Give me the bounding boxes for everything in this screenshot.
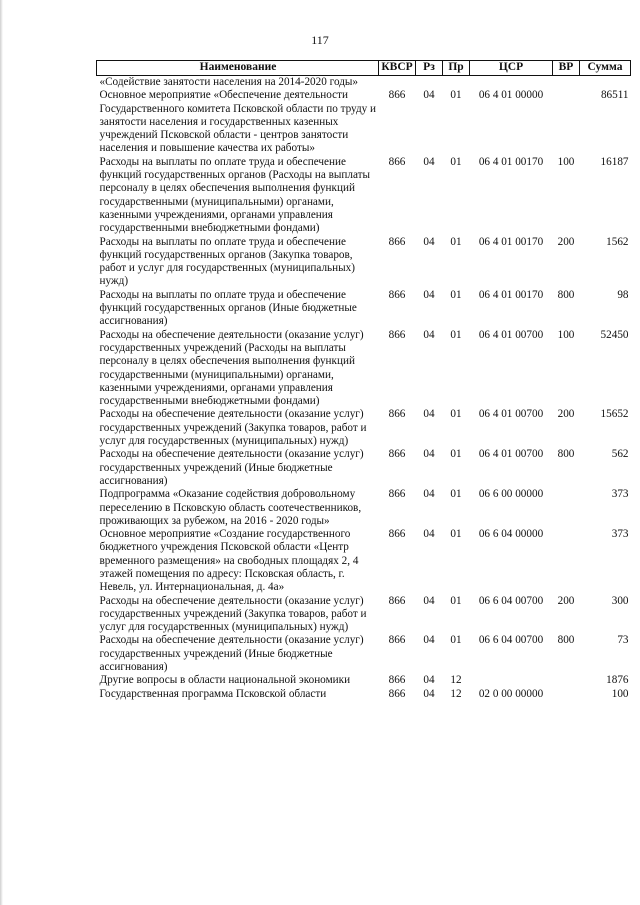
row-sum: 562 xyxy=(611,448,629,461)
table-row xyxy=(97,528,631,594)
row-csr: 06 6 04 00700 xyxy=(478,634,544,647)
row-name: Расходы на обеспечение деятельности (оказание услуг) государственных учреждений (Иные бюджетные ассигнования) xyxy=(99,634,364,674)
table-row xyxy=(97,674,631,687)
row-kvsr: 866 xyxy=(388,488,406,501)
row-csr xyxy=(470,76,553,90)
row-vr: 100 xyxy=(557,328,575,341)
budget-table xyxy=(96,60,631,701)
row-rz: 04 xyxy=(423,288,435,301)
row-name: Расходы на обеспечение деятельности (оказание услуг) государственных учреждений (Закупка товаров, работ и услуг для государственных (муниципальных) нужд) xyxy=(99,408,367,448)
row-sum: 16187 xyxy=(600,155,629,168)
row-name: Расходы на обеспечение деятельности (оказание услуг) государственных учреждений (Расходы на выплаты персоналу в целях обеспечения выполнения функций государственными (муниципальными) органами, казенными учреждениями, органами управления государственными внебюджетными фондами) xyxy=(99,328,364,408)
row-pr: 01 xyxy=(450,328,462,341)
table-row xyxy=(97,688,631,701)
row-kvsr: 866 xyxy=(388,528,406,541)
table-row xyxy=(97,289,631,329)
row-pr: 01 xyxy=(450,594,462,607)
row-vr xyxy=(553,89,580,155)
row-csr: 06 4 01 00700 xyxy=(478,328,544,341)
row-pr: 01 xyxy=(450,488,462,501)
row-name: Другие вопросы в области национальной экономики xyxy=(99,674,351,687)
row-csr: 02 0 00 00000 xyxy=(478,687,544,700)
row-pr: 01 xyxy=(450,634,462,647)
row-kvsr: 866 xyxy=(388,674,406,687)
row-rz: 04 xyxy=(423,155,435,168)
row-vr xyxy=(553,674,580,687)
row-rz: 04 xyxy=(423,235,435,248)
row-kvsr: 866 xyxy=(388,155,406,168)
table-header-row xyxy=(97,61,631,76)
row-pr: 01 xyxy=(450,155,462,168)
row-rz: 04 xyxy=(423,528,435,541)
row-csr: 06 4 01 00700 xyxy=(478,448,544,461)
row-rz: 04 xyxy=(423,687,435,700)
row-csr: 06 6 04 00700 xyxy=(478,594,544,607)
row-csr: 06 6 00 00000 xyxy=(478,488,544,501)
row-kvsr: 866 xyxy=(388,328,406,341)
row-sum: 73 xyxy=(617,634,629,647)
row-rz: 04 xyxy=(423,634,435,647)
row-name: Подпрограмма «Оказание содействия добровольному переселению в Псковскую область соотечественников, проживающих за рубежом, на 2016 - 2020 годы» xyxy=(99,488,362,527)
row-vr: 800 xyxy=(557,288,575,301)
row-rz xyxy=(416,76,443,90)
row-vr: 100 xyxy=(557,155,575,168)
row-kvsr: 866 xyxy=(388,594,406,607)
row-sum: 15652 xyxy=(600,408,629,421)
header-name: Наименование xyxy=(97,61,379,76)
row-csr: 06 4 01 00700 xyxy=(478,408,544,421)
table-body xyxy=(97,76,631,701)
row-rz: 04 xyxy=(423,488,435,501)
row-vr: 800 xyxy=(557,448,575,461)
header-csr: ЦСР xyxy=(470,61,553,76)
row-kvsr xyxy=(379,76,416,90)
row-vr xyxy=(553,528,580,594)
row-vr xyxy=(553,76,580,90)
row-vr: 200 xyxy=(557,235,575,248)
row-pr: 12 xyxy=(450,674,462,687)
scan-edge xyxy=(0,0,3,905)
row-kvsr: 866 xyxy=(388,634,406,647)
header-kvsr: КВСР xyxy=(379,61,416,76)
row-kvsr: 866 xyxy=(388,687,406,700)
row-csr: 06 4 01 00170 xyxy=(478,155,544,168)
table-row xyxy=(97,408,631,448)
row-name: «Содействие занятости населения на 2014-2020 годы» xyxy=(99,76,359,88)
row-name: Расходы на выплаты по оплате труда и обеспечение функций государственных органов (Закупка товаров, работ и услуг для государственных (муниципальных) нужд) xyxy=(99,235,355,288)
table-row xyxy=(97,76,631,90)
row-sum: 1876 xyxy=(606,674,629,687)
row-sum: 1562 xyxy=(606,235,629,248)
row-csr: 06 4 01 00000 xyxy=(478,89,544,102)
row-sum: 52450 xyxy=(600,328,629,341)
row-sum: 373 xyxy=(611,528,629,541)
row-pr: 01 xyxy=(450,235,462,248)
row-name: Государственная программа Псковской области xyxy=(99,687,327,700)
row-sum: 373 xyxy=(611,488,629,501)
row-pr xyxy=(443,76,470,90)
row-csr: 06 4 01 00170 xyxy=(478,235,544,248)
row-vr: 800 xyxy=(557,634,575,647)
row-vr: 200 xyxy=(557,408,575,421)
row-csr xyxy=(470,674,553,687)
table-row xyxy=(97,329,631,409)
row-kvsr: 866 xyxy=(388,408,406,421)
header-rz: Рз xyxy=(416,61,443,76)
row-sum: 98 xyxy=(617,288,629,301)
table-row xyxy=(97,488,631,528)
row-name: Расходы на выплаты по оплате труда и обеспечение функций государственных органов (Иные бюджетные ассигнования) xyxy=(99,288,357,328)
header-sum: Сумма xyxy=(580,61,631,76)
table-row xyxy=(97,236,631,289)
table-row xyxy=(97,156,631,236)
row-name: Расходы на обеспечение деятельности (оказание услуг) государственных учреждений (Иные бюджетные ассигнования) xyxy=(99,448,364,487)
header-vr: ВР xyxy=(553,61,580,76)
table-row xyxy=(97,448,631,488)
row-kvsr: 866 xyxy=(388,235,406,248)
row-rz: 04 xyxy=(423,89,435,102)
row-pr: 01 xyxy=(450,89,462,102)
table-row xyxy=(97,634,631,674)
row-name: Основное мероприятие «Создание государственного бюджетного учреждения Псковской области «Центр временного размещения» на свободных площадях 2, 4 этажей помещения по адресу: Псковская область, г. Невель, ул. Интернациональная, д. 4а» xyxy=(99,528,359,594)
row-vr xyxy=(553,488,580,528)
row-sum: 86511 xyxy=(600,89,629,102)
row-pr: 01 xyxy=(450,528,462,541)
row-pr: 01 xyxy=(450,408,462,421)
row-sum: 300 xyxy=(611,594,629,607)
page-number: 117 xyxy=(311,33,329,47)
table-row xyxy=(97,89,631,155)
row-sum xyxy=(580,76,631,90)
table-row xyxy=(97,595,631,635)
row-kvsr: 866 xyxy=(388,89,406,102)
row-rz: 04 xyxy=(423,448,435,461)
row-pr: 01 xyxy=(450,448,462,461)
row-rz: 04 xyxy=(423,328,435,341)
row-sum: 100 xyxy=(611,687,629,700)
row-vr xyxy=(553,688,580,701)
row-rz: 04 xyxy=(423,594,435,607)
row-name: Расходы на выплаты по оплате труда и обеспечение функций государственных органов (Расходы на выплаты персоналу в целях обеспечения выполнения функций государственными (муниципальными) органами, казенными учреждениями, органами управления государственными внебюджетными фондами) xyxy=(99,155,371,235)
row-rz: 04 xyxy=(423,674,435,687)
row-kvsr: 866 xyxy=(388,288,406,301)
row-csr: 06 4 01 00170 xyxy=(478,288,544,301)
row-name: Расходы на обеспечение деятельности (оказание услуг) государственных учреждений (Закупка товаров, работ и услуг для государственных (муниципальных) нужд) xyxy=(99,594,367,634)
row-kvsr: 866 xyxy=(388,448,406,461)
row-pr: 01 xyxy=(450,288,462,301)
header-pr: Пр xyxy=(443,61,470,76)
row-vr: 200 xyxy=(557,594,575,607)
row-rz: 04 xyxy=(423,408,435,421)
row-name: Основное мероприятие «Обеспечение деятельности Государственного комитета Псковской области по труду и занятости населения и государственных казенных учреждений Псковской области - центров занятости населения и повышение качества их работы» xyxy=(99,89,377,155)
row-pr: 12 xyxy=(450,687,462,700)
row-csr: 06 6 04 00000 xyxy=(478,528,544,541)
